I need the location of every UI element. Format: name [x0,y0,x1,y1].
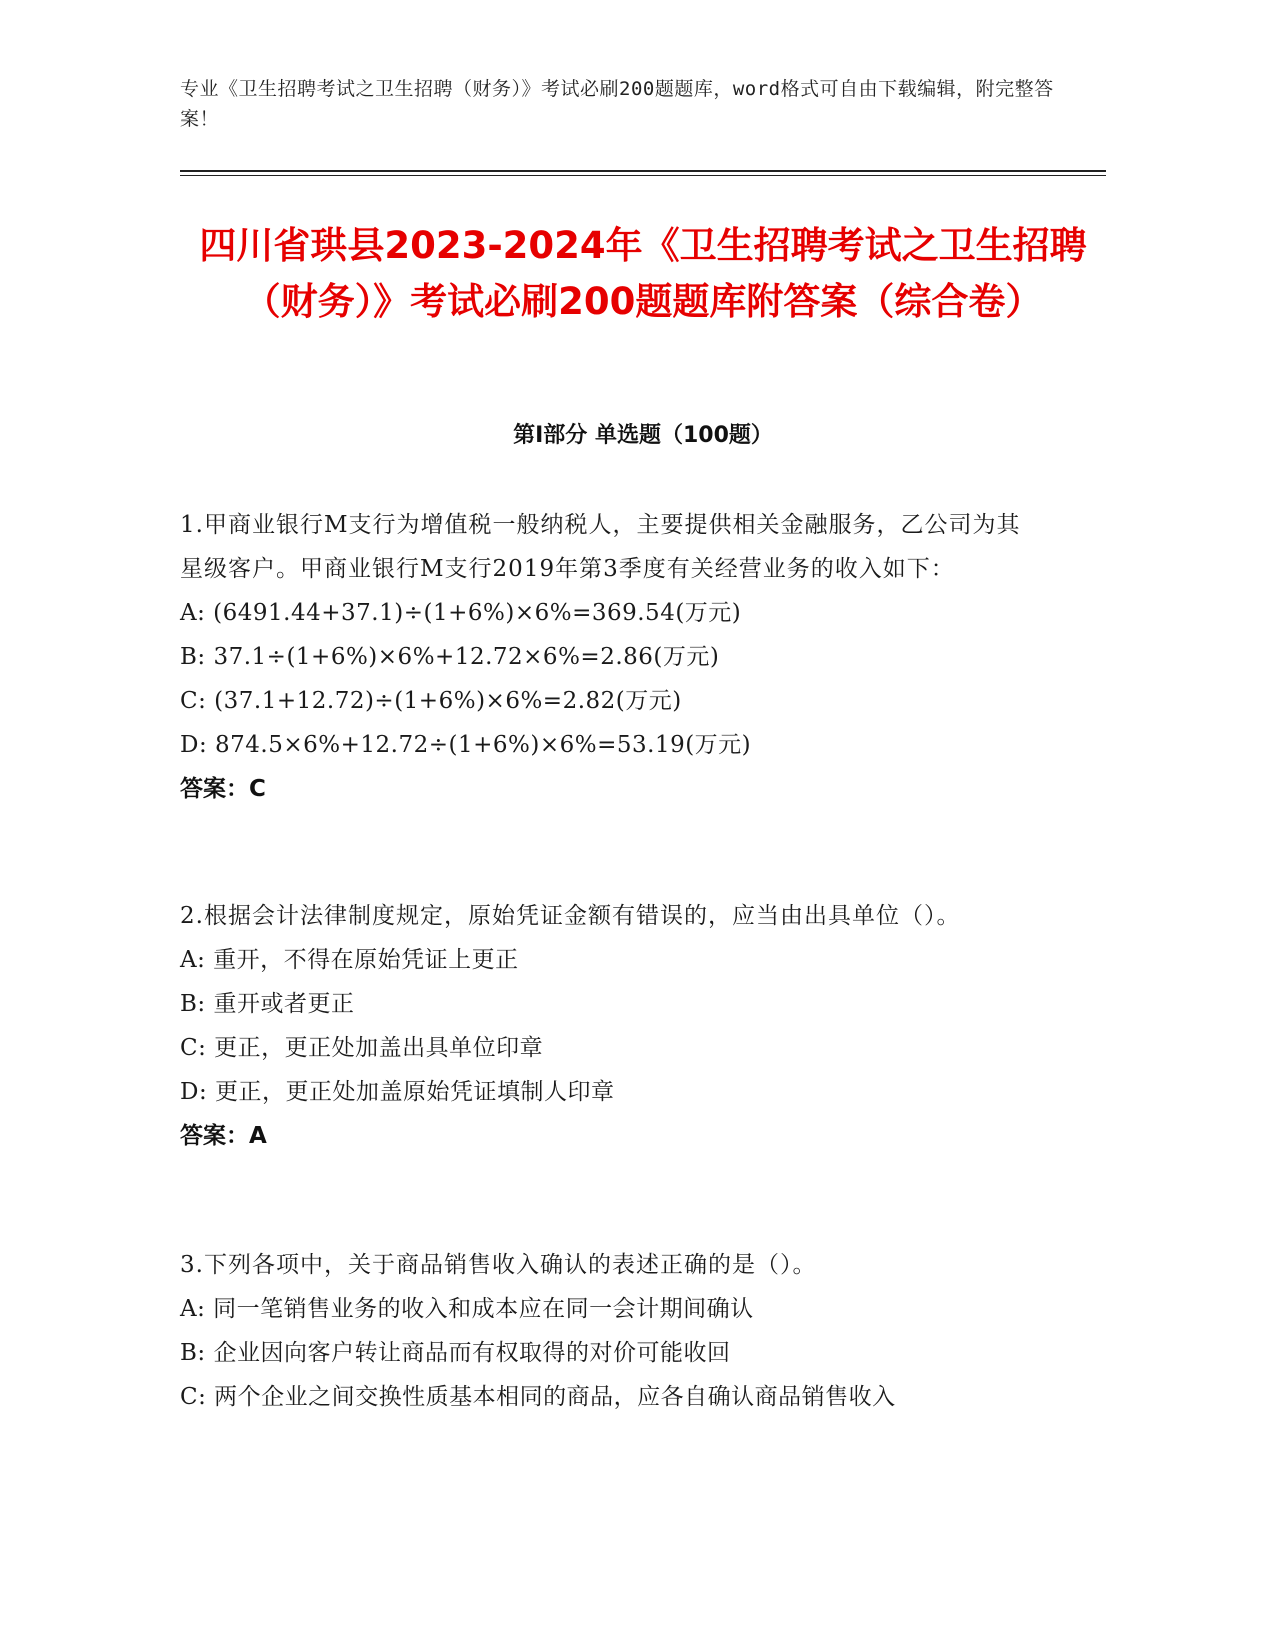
section-title: 第Ⅰ部分 单选题（100题） [513,423,773,448]
question-2 [180,894,1040,1158]
answer: 答案：C [180,776,266,802]
option-a: A: 重开，不得在原始凭证上更正 [180,947,519,973]
document-title: 四川省珙县2023-2024年《卫生招聘考试之卫生招聘（财务）》考试必刷200题题库附答案（综合卷） [199,224,1087,323]
option-b: B: 重开或者更正 [180,991,355,1017]
option-b: B: 37.1÷(1+6%)×6%+12.72×6%=2.86(万元) [180,644,720,670]
question-stem: 3.下列各项中，关于商品销售收入确认的表述正确的是（）。 [180,1252,817,1278]
header-divider [180,170,1106,172]
option-c: C: 两个企业之间交换性质基本相同的商品，应各自确认商品销售收入 [180,1384,896,1410]
option-d: D: 874.5×6%+12.72÷(1+6%)×6%=53.19(万元) [180,732,752,758]
option-c: C: (37.1+12.72)÷(1+6%)×6%=2.82(万元) [180,688,682,714]
option-c: C: 更正，更正处加盖出具单位印章 [180,1035,544,1061]
header-divider-thin [180,175,1106,176]
option-d: D: 更正，更正处加盖原始凭证填制人印章 [180,1079,615,1105]
option-b: B: 企业因向客户转让商品而有权取得的对价可能收回 [180,1340,731,1366]
question-stem: 2.根据会计法律制度规定，原始凭证金额有错误的，应当由出具单位（）。 [180,903,961,929]
question-1 [180,503,1040,811]
header-note: 专业《卫生招聘考试之卫生招聘（财务）》考试必刷200题题库，word格式可自由下载编辑，附完整答案！ [180,78,1054,130]
answer: 答案：A [180,1123,267,1149]
question-stem: 1.甲商业银行M支行为增值税一般纳税人，主要提供相关金融服务，乙公司为其星级客户。甲商业银行M支行2019年第3季度有关经营业务的收入如下： [180,512,1021,582]
question-3 [180,1243,1040,1419]
option-a: A: 同一笔销售业务的收入和成本应在同一会计期间确认 [180,1296,754,1322]
option-a: A: (6491.44+37.1)÷(1+6%)×6%=369.54(万元) [180,600,742,626]
